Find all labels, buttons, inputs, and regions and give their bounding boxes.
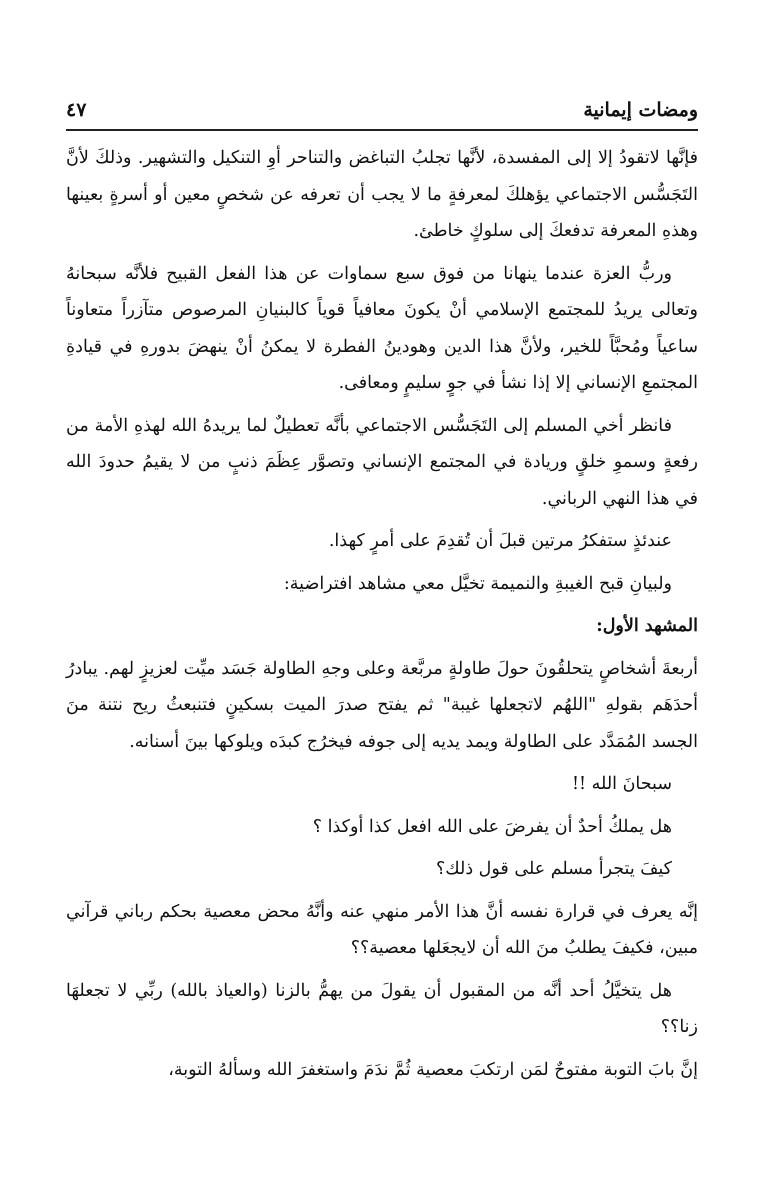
header-divider [66,129,698,131]
paragraph-4: عندئذٍ ستفكرُ مرتين قبلَ أن تُقدِمَ على أمرٍ كهذا. [328,531,672,551]
paragraph-2: وربُّ العزة عندما ينهانا من فوق سبع سماوات عن هذا الفعل القبيح فلأنَّه سبحانهُ وتعالى يريدُ للمجتمع الإسلامي أنْ يكونَ معافياً قوياً كالبنيانِ المرصوص متآزراً متعاوناً ساعياً ومُحبَّاً للخير، ولأنَّ هذا الدين وهودينُ الفطرة لا يمكنُ أنْ ينهضَ بدورهِ في قيادةِ المجتمعِ الإنساني إلا إذا نشأ في جوٍ سليمٍ ومعافى. [66,263,698,393]
paragraph-1: فإنَّها لاتقودُ إلا إلى المفسدة، لأنَّها تجلبُ التباغض والتناحر أوِ التنكيل والتشهير. وذلكَ لأنَّ التَجَسُّس الاجتماعي يؤهلكَ لمعرفةٍ ما لا يجب أن تعرفه عن شخصٍ معين أو أسرةٍ بعينها وهذهِ المعرفة تدفعكَ إلى سلوكٍ خاطئ. [66,148,698,241]
paragraph-5: ولبيانِ قبح الغيبةِ والنميمة تخيَّل معي مشاهد افتراضية: [283,573,672,594]
paragraph-11: إنَّه يعرف في قرارة نفسه أنَّ هذا الأمر منهي عنه وأنَّهُ محض معصية بحكم رباني قرآني مبين، فكيفَ يطلبُ منَ الله أن لايجعَلها معصية؟؟ [66,901,698,958]
paragraph-9: هل يملكُ أحدٌ أن يفرضَ على الله افعل كذا أوكذا ؟ [312,816,672,837]
paragraph-7: أربعةَ أشخاصٍ يتحلقُونَ حولَ طاولةٍ مربَّعة وعلى وجهِ الطاولة جَسَد ميِّت لعزيزٍ لهم. يبادرُ أحدَهَم بقولهِ "اللهُم لاتجعلها غيبة" ثم يفتح صدرَ الميت بسكينٍ فتنبعثُ ريح نتنة منَ الجسد المُمَدَّد على الطاولة ويمد يديه إلى جوفه فيخرُج كبدَه ويلوكها بينَ أسنانه. [66,658,698,752]
page-body [66,140,698,1094]
running-title: ومضات إيمانية [583,99,698,121]
scene-heading: المشهد الأول: [596,616,698,636]
page-header [66,92,698,128]
paragraph-8: سبحانَ الله !! [572,774,672,794]
paragraph-3: فانظر أخي المسلم إلى التَجَسُّس الاجتماعي بأنَّه تعطيلٌ لما يريدهُ الله لهذهِ الأمة من رفعةٍ وسموِ خلقٍ وريادة في المجتمع الإنساني وتصوَّر عِظَمَ ذنبٍ من لا يقيمُ حدودَ الله في هذا النهي الرباني. [66,415,698,509]
page-number: ٤٧ [66,99,87,121]
paragraph-12: هل يتخيَّلُ أحد أنَّه من المقبول أن يقولَ من يهمُّ بالزنا (والعياذ بالله) ربِّي لا تجعلهَا زنا؟؟ [66,980,698,1037]
paragraph-13: إنَّ بابَ التوبة مفتوحٌ لمَن ارتكبَ معصية ثُمَّ ندَمَ واستغفرَ الله وسألهُ التوبة، [168,1059,698,1080]
paragraph-10: كيفَ يتجرأ مسلم على قول ذلك؟ [435,859,672,879]
